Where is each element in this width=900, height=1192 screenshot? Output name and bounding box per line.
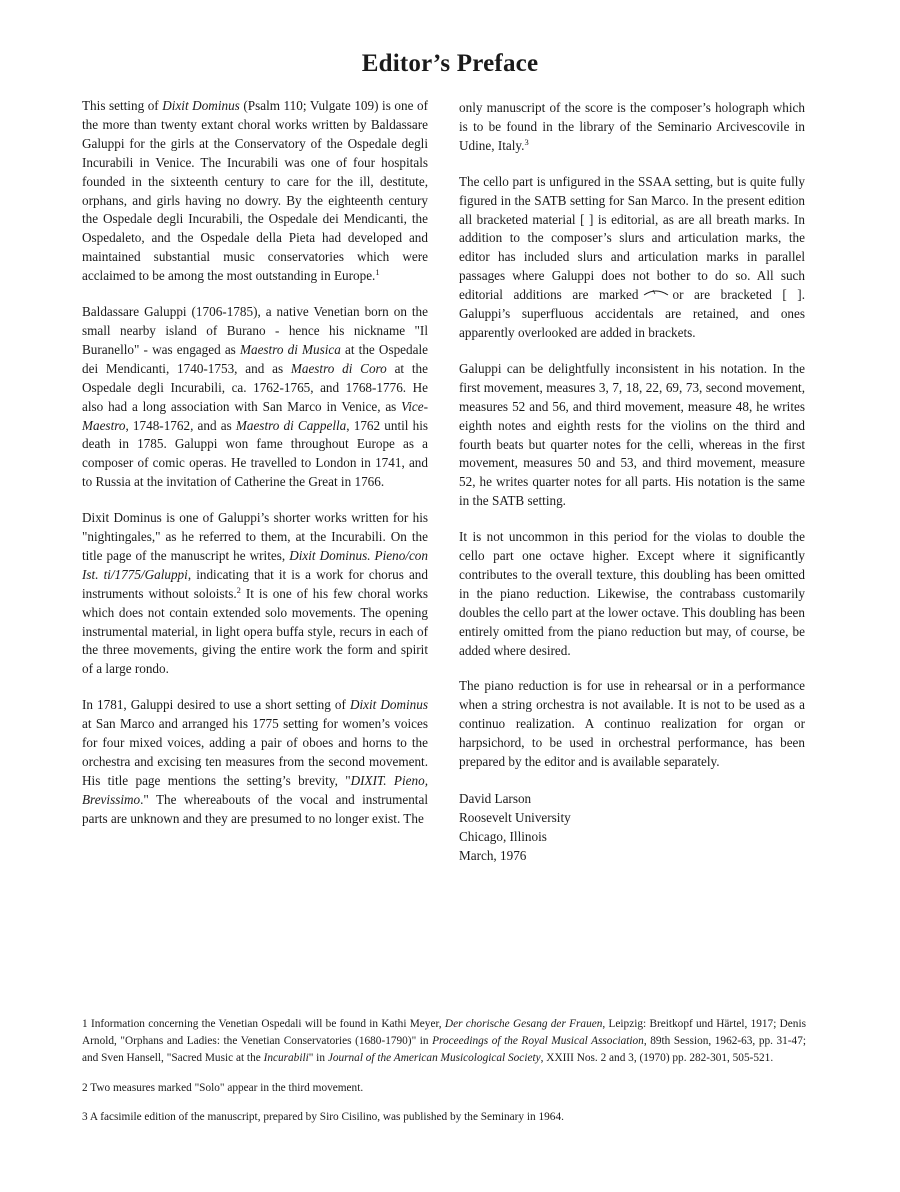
paragraph-manuscript: only manuscript of the score is the composer’s holograph which is to be found in the library of the Seminario Arcivescovile in Udine, Italy.$^3$ [459,100,805,153]
footnote-ref-2: 2 [236,584,241,595]
paragraph-san-marco-arrangement: In 1781, Galuppi desired to use a short setting of Dixit Dominus at San Marco and arranged his 1775 setting for women’s voices for four mixed voices, adding a pair of oboes and horns to the orchestra and excising ten measures from the second movement. His title page mentions the setting’s brevity, "DIXIT. Pieno, Brevissimo." The whereabouts of the vocal and instrumental parts are unknown and they are presumed to no longer exist. The [82,697,428,826]
right-column [459,99,805,865]
page-title: Editor’s Preface [361,50,539,77]
footnote-3: 3 A facsimile edition of the manuscript, prepared by Siro Cisilino, was published by the Seminary in 1964. [82,1110,564,1123]
editorial-slur-icon [642,289,670,297]
signature-affiliation: Roosevelt University [459,810,571,825]
footnotes [82,1016,806,1138]
paragraph-notation: Galuppi can be delightfully inconsistent in his notation. In the first movement, measures 3, 7, 18, 22, 69, 73, second movement, measures 52 and 56, and third movement, measure 48, he writes eighth notes and eighth rests for the violins on the third and fourth beats but quarter notes for the celli, whereas in the first movement, measures 50 and 53, and third movement, measure 52, he writes quarter notes for all parts. His notation is the same in the SATB setting. [459,360,805,509]
left-column [82,97,428,829]
paragraph-piano-reduction: The piano reduction is for use in rehearsal or in a performance when a string orchestra is not available. It is not to be used as a continuo realization. A continuo realization for organ or harpsichord, to be used in orchestral performance, has been prepared by the editor and is available separately. [459,678,805,770]
paragraph-nightingales: Dixit Dominus is one of Galuppi’s shorter works written for his "nightingales," as he referred to them, at the Incurabili. On the title page of the manuscript he writes, Dixit Dominus. Pieno/con Ist. ti/1775/Galuppi, indicating that it is a work for chorus and instruments without soloists.$^2$ It is one of his few choral works which does not contain extended solo movements. The opening instrumental material, in light opera buffa style, recurs in each of the three movements, giving the entire work the form and spirit of a large rondo. [82,510,428,677]
paragraph-galuppi-biography: Baldassare Galuppi (1706-1785), a native Venetian born on the small nearby island of Burano - hence his nickname "Il Buranello" - was engaged as Maestro di Musica at the Ospedale dei Mendicanti, 1740-1753, and as Maestro di Coro at the Ospedale degli Incurabili, ca. 1762-1765, and 1768-1776. He also had a long association with San Marco in Venice, as Vice-Maestro, 1748-1762, and as Maestro di Cappella, 1762 until his death in 1785. Galuppi won fame throughout Europe as a composer of comic operas. He travelled to London in 1741, and to Russia at the invitation of Catherine the Great in 1766. [82,304,429,490]
paragraph-doubling: It is not uncommon in this period for the violas to double the cello part one octave higher. Except where it significantly contributes to the overall texture, this doubling has been omitted in the piano reduction. Likewise, the contrabass customarily doubles the cello part at the lower octave. This doubling has been entirely omitted from the piano reduction but may, of course, be added where desired. [459,529,805,658]
signature-block [459,789,805,865]
footnote-ref-3: 3 [524,136,529,147]
signature-date: March, 1976 [459,848,527,863]
paragraph-cello-part: The cello part is unfigured in the SSAA setting, but is quite fully figured in the SATB setting for San Marco. In the present edition all bracketed material [ ] is editorial, as are all breath marks. In addition to the composer’s slurs and articulation marks, the editor has included slurs and articulation marks in parallel passages where Galuppi does not bother to do so. All such editorial additions are marked or are bracketed [ ]. Galuppi’s superfluous accidentals are retained, and ones apparently overlooked are added in brackets. [459,173,805,340]
signature-place: Chicago, Illinois [459,829,547,844]
footnote-1: 1 Information concerning the Venetian Ospedali will be found in Kathi Meyer, Der chorische Gesang der Frauen, Leipzig: Breitkopf und Härtel, 1917; Denis Arnold, "Orphans and Ladies: the Venetian Conservatories (1680-1790)" in Proceedings of the Royal Musical Association, 89th Session, 1962-63, pp. 31-47; and Sven Hansell, "Sacred Music at the Incurabili" in Journal of the American Musicological Society, XXIII Nos. 2 and 3, (1970) pp. 282-301, 505-521. [82,1018,806,1065]
paragraph-dixit-setting: This setting of Dixit Dominus (Psalm 110; Vulgate 109) is one of the more than twenty extant choral works written by Baldassare Galuppi for the girls at the Conservatory of the Ospedale degli Incurabili in Venice. The Incurabili was one of four hospitals founded in the sixteenth century to care for the ill, destitute, orphans, and girls having no dowry. By the eighteenth century the Ospedale degli Incurabili, the Ospedale dei Mendicanti, the Ospedaleto, and the Ospedale della Pieta had developed and maintained substantial music conservatories which were acclaimed to be among the most outstanding in Europe.$^1$ [82,98,428,284]
signature-name: David Larson [459,791,532,806]
footnote-2: 2 Two measures marked "Solo" appear in the third movement. [82,1081,364,1094]
footnote-ref-1: 1 [375,267,380,278]
